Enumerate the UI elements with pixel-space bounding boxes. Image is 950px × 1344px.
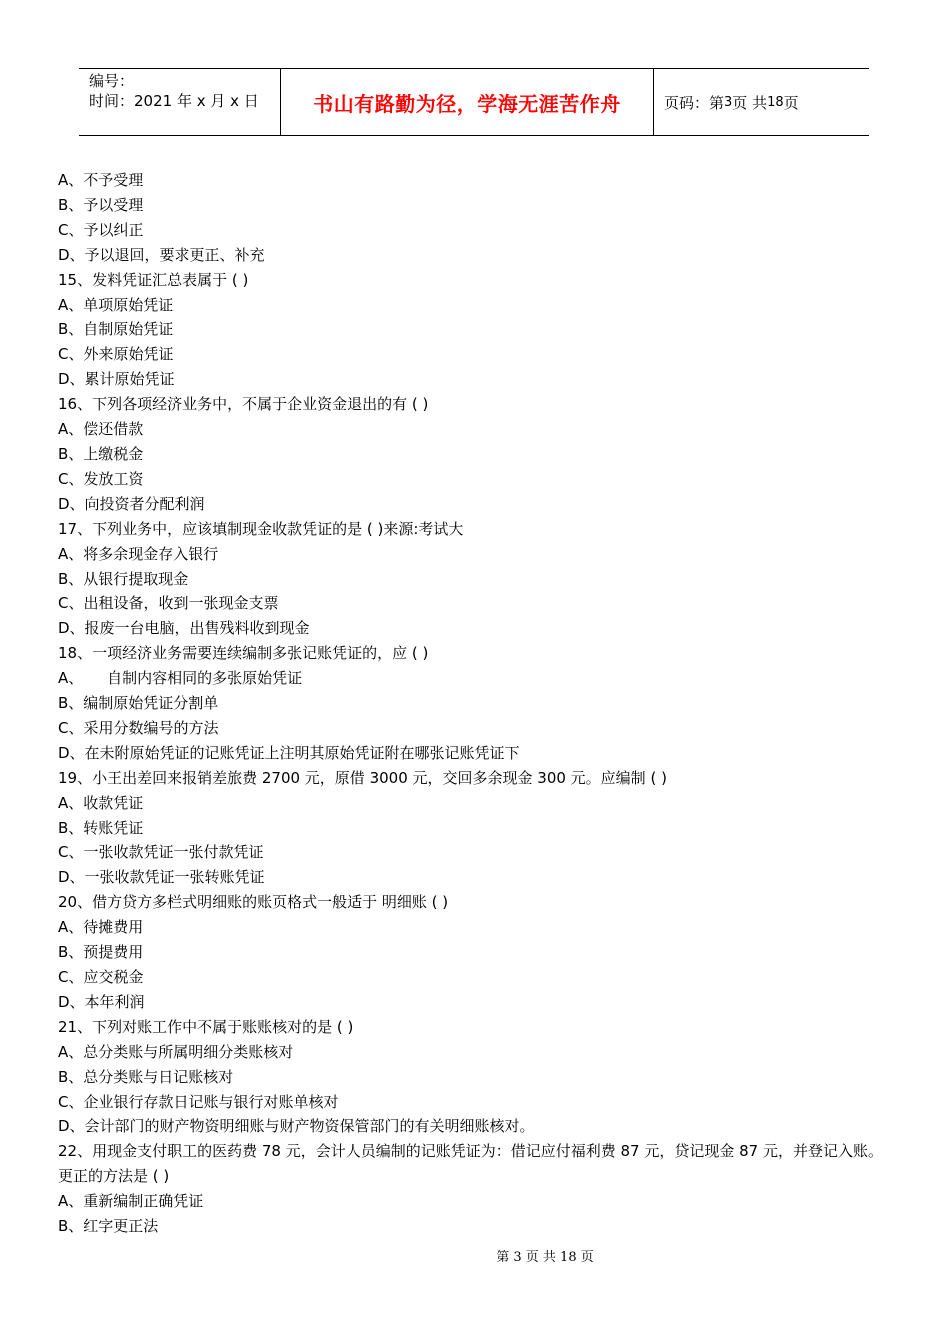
text-line: B、转账凭证 (58, 818, 144, 837)
text-line: B、上缴税金 (58, 444, 144, 463)
question-16: 16、下列各项经济业务中，不属于企业资金退出的有 ( ) (58, 395, 429, 414)
question-20: 20、借方贷方多栏式明细账的账页格式一般适于 明细账 ( ) (58, 893, 449, 912)
text-line: A、待摊费用 (58, 918, 144, 937)
question-22: 22、用现金支付职工的医药费 78 元，会计人员编制的记账凭证为：借记应付福利费 87 元，贷记现金 87 元，并登记入账。更正的方法是 ( ) (58, 1142, 883, 1186)
text-line: B、从银行提取现金 (58, 569, 189, 588)
question-15: 15、发料凭证汇总表属于 ( ) (58, 270, 249, 289)
document-number-label: 编号： (89, 72, 135, 90)
text-line: C、采用分数编号的方法 (58, 718, 219, 737)
text-line: A、不予受理 (58, 171, 144, 189)
text-line: D、予以退回，要求更正、补充 (58, 245, 265, 264)
page-footer (0, 1246, 950, 1265)
page-current: 3 (724, 94, 733, 110)
text-line: A、重新编制正确凭证 (58, 1192, 204, 1211)
question-19: 19、小王出差回来报销差旅费 2700 元，原借 3000 元，交回多余现金 300 元。应编制 ( ) (58, 768, 667, 787)
text-line: B、予以受理 (58, 195, 144, 214)
text-line: B、红字更正法 (58, 1217, 159, 1236)
document-body (58, 168, 896, 1239)
page-mid: 页 共 (732, 93, 768, 112)
page-prefix: 页码：第 (664, 93, 725, 112)
text-line: B、自制原始凭证 (58, 320, 174, 339)
text-line: D、向投资者分配利润 (58, 494, 205, 513)
page-suffix: 页 (783, 93, 799, 112)
text-line: C、出租设备，收到一张现金支票 (58, 594, 279, 613)
text-line: C、一张收款凭证一张付款凭证 (58, 843, 264, 862)
footer-page-number: 第 3 页 共 18 页 (496, 1250, 594, 1265)
text-line: C、外来原始凭证 (58, 345, 174, 364)
text-line: A、单项原始凭证 (58, 295, 174, 314)
text-line: A、将多余现金存入银行 (58, 544, 219, 563)
header-page-number (654, 69, 869, 135)
header-meta (79, 69, 281, 135)
text-line: C、企业银行存款日记账与银行对账单核对 (58, 1092, 339, 1111)
text-line: D、一张收款凭证一张转账凭证 (58, 868, 265, 887)
header-motto: 书山有路勤为径，学海无涯苦作舟 (281, 69, 654, 135)
document-time: 时间：2021 年 x 月 x 日 (89, 92, 259, 110)
text-line: D、本年利润 (58, 992, 145, 1011)
text-line: C、应交税金 (58, 968, 144, 986)
text-line: A、总分类账与所属明细分类账核对 (58, 1042, 294, 1061)
text-line: D、会计部门的财产物资明细账与财产物资保管部门的有关明细账核对。 (58, 1117, 535, 1136)
page-total: 18 (767, 94, 784, 110)
text-line: B、预提费用 (58, 943, 144, 962)
text-line: D、在未附原始凭证的记账凭证上注明其原始凭证附在哪张记账凭证下 (58, 743, 520, 762)
text-line: A、偿还借款 (58, 420, 144, 439)
text-line: B、编制原始凭证分割单 (58, 694, 219, 713)
question-18: 18、一项经济业务需要连续编制多张记账凭证的，应 ( ) (58, 644, 429, 663)
text-line: C、予以纠正 (58, 220, 144, 239)
text-line: A、收款凭证 (58, 793, 144, 812)
text-line: C、发放工资 (58, 469, 144, 488)
text-line: B、总分类账与日记账核对 (58, 1067, 234, 1086)
text-line: A、 自制内容相同的多张原始凭证 (58, 669, 303, 688)
document-header (79, 68, 869, 136)
question-21: 21、下列对账工作中不属于账账核对的是 ( ) (58, 1017, 354, 1036)
text-line: D、报废一台电脑，出售残料收到现金 (58, 619, 310, 638)
question-17: 17、下列业务中，应该填制现金收款凭证的是 ( )来源:考试大 (58, 519, 464, 538)
text-line: D、累计原始凭证 (58, 370, 175, 389)
